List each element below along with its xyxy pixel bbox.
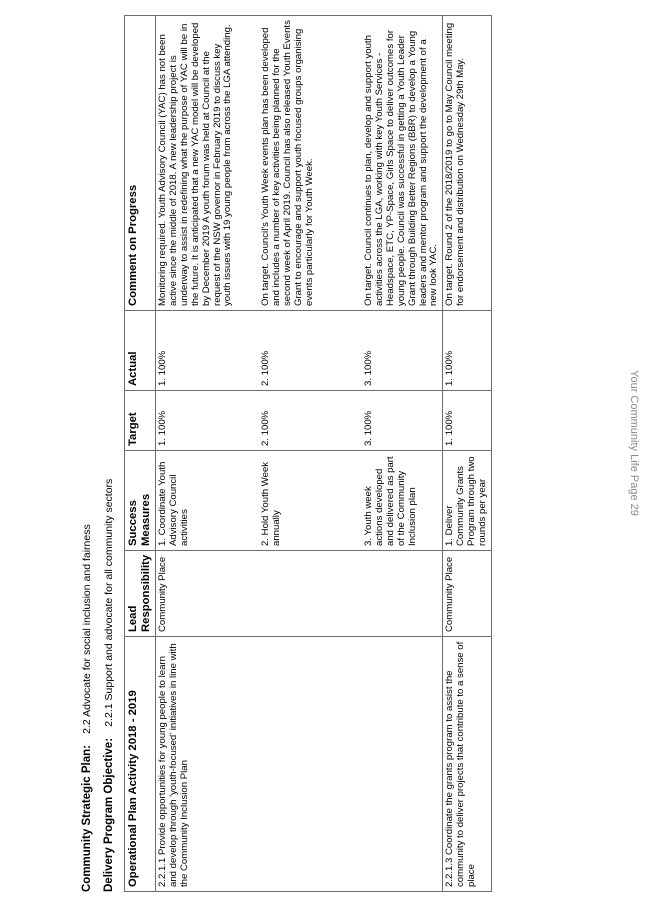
actual-item: 1. 100%: [157, 350, 168, 386]
activity-cell: 2.2.1.3 Coordinate the grants program to assist the community to deliver projects that contribute to a sense of place: [443, 637, 492, 892]
target-cell: 1. 100%: [443, 391, 492, 451]
actual-cell: [156, 311, 443, 391]
header-comment: Comment on Progress: [125, 16, 156, 311]
table-row: [443, 16, 492, 892]
comment-item: On target. Council's Youth Week events plan has been developed and includes a number of key activities being planned for the second week of April 2019. Council has also released Youth Events Grant to encourage and support youth focused groups organising events particularly for Youth Week.: [260, 20, 315, 306]
rotated-page-content: [72, 16, 620, 892]
target-item: 2. 100%: [260, 410, 271, 446]
header-success-measures: Success Measures: [125, 451, 156, 551]
comment-cell: On target. Round 2 of the 2018/2019 to go to May Council meeting for endorsement and distribution on Wednesday 29th May.: [443, 16, 492, 311]
comment-cell: [156, 16, 443, 311]
activity-cell: 2.2.1.1 Provide opportunities for young people to learn and develop through 'youth-focused' initiatives in line with the Community Inclusion Plan: [156, 637, 443, 892]
comment-item: On target. Council continues to plan, develop and support youth activities across the LGA, working with key Youth Services - Headspace, ETC, YP-Space, Girls Space to deliver outcomes for young people. Council was successful in getting a Youth Leader Grant through Building Better Regions (BBR) to develop a Young leaders and mentor program and support the development of a new look YAC.: [363, 29, 440, 306]
actual-cell: 1. 100%: [443, 311, 492, 391]
page-footer: [624, 28, 644, 858]
header-activity: Operational Plan Activity 2018 - 2019: [125, 637, 156, 892]
measure-item: 1. Coordinate Youth Advisory Council activities: [157, 461, 190, 546]
comment-item: Monitoring required. Youth Advisory Council (YAC) has not been active since the middle of 2018. A new leadership project is underway to assist in redefining what the purpose of YAC will be in the future. It is anticipated that a new YAC model will be developed by December 2019 A youth forum was held at Council at the request of the NSW governor in February 2019 to discuss key youth issues with 19 young people from across the LGA attending.: [157, 22, 234, 306]
header-lead: Lead Responsibility: [125, 551, 156, 637]
measure-item: 2. Hold Youth Week annually: [260, 461, 282, 546]
landscape-content: [72, 16, 620, 892]
table-row: [156, 16, 443, 892]
header-actual: Actual: [125, 311, 156, 391]
delivery-objective-heading: [100, 16, 118, 892]
table-header-row: [125, 16, 156, 892]
header-target: Target: [125, 391, 156, 451]
dpo-label: Delivery Program Objective:: [103, 737, 115, 892]
csp-label: Community Strategic Plan:: [81, 745, 93, 892]
measures-cell: 1. Deliver Community Grants Program through two rounds per year: [443, 451, 492, 551]
dpo-value: 2.2.1 Support and advocate for all community sectors: [103, 478, 115, 727]
lead-cell: Community Place: [156, 551, 443, 637]
target-item: 3. 100%: [363, 410, 374, 446]
footer-text: Your Community Life Page 29: [628, 370, 640, 516]
actual-item: 3. 100%: [363, 350, 374, 386]
target-item: 1. 100%: [157, 410, 168, 446]
actual-item: 2. 100%: [260, 350, 271, 386]
strategic-plan-heading: [78, 16, 96, 892]
measures-cell: [156, 451, 443, 551]
operational-plan-table: [124, 15, 492, 892]
csp-value: 2.2 Advocate for social inclusion and fairness: [81, 524, 93, 734]
measure-item: 3. Youth week actions developed and delivered as part of the Community Inclusion plan: [363, 456, 418, 546]
lead-cell: Community Place: [443, 551, 492, 637]
target-cell: [156, 391, 443, 451]
